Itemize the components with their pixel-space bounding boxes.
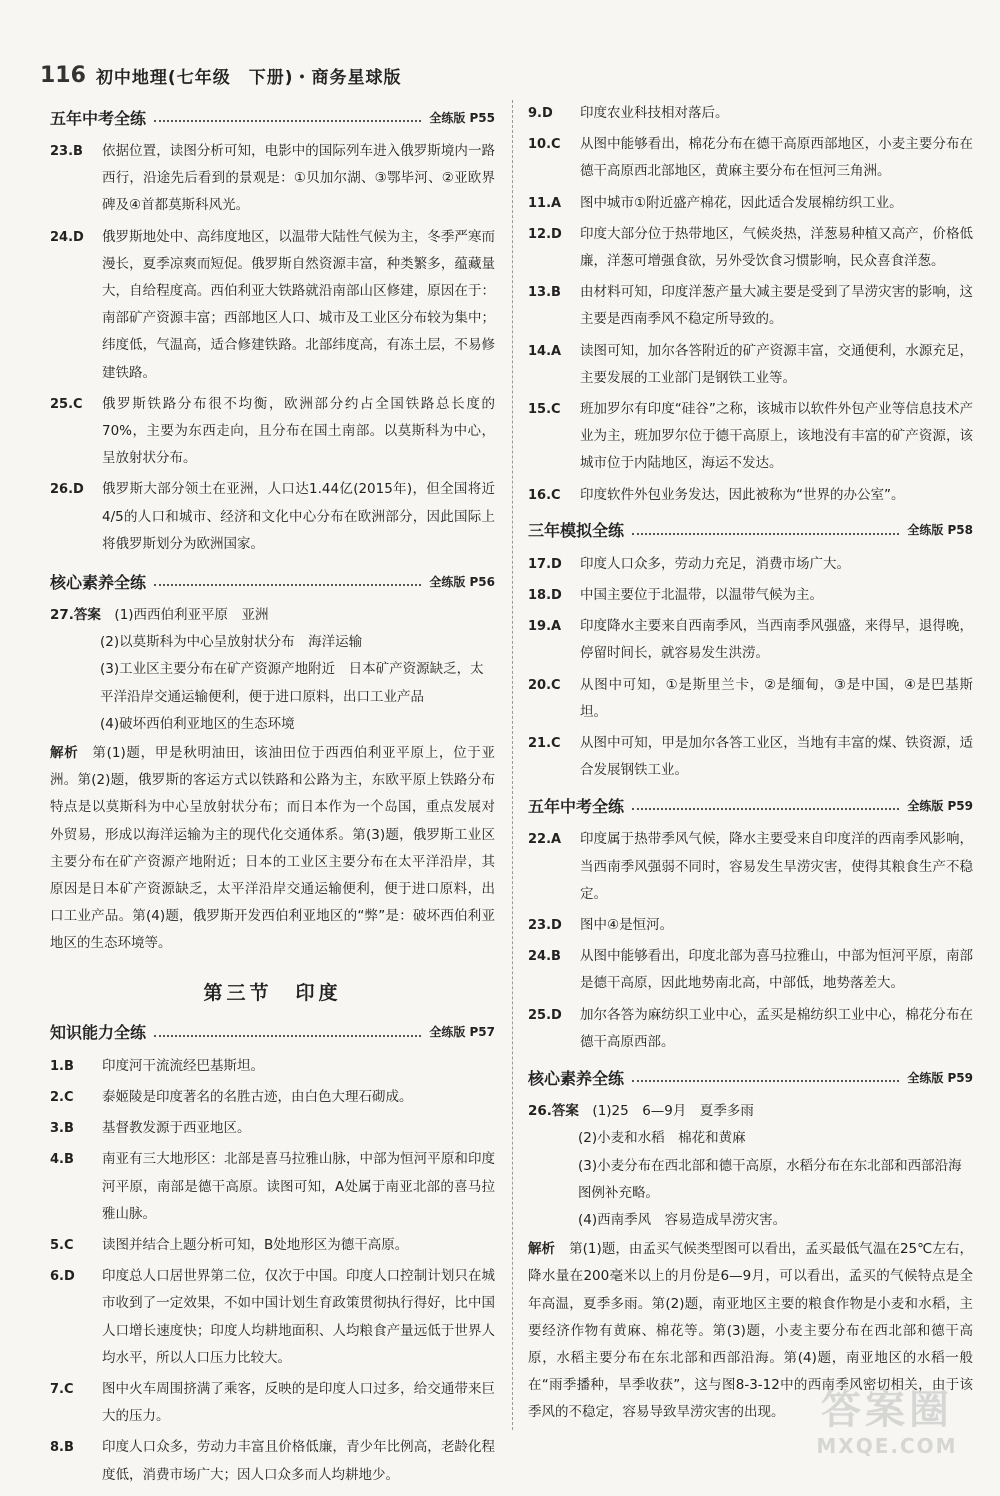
answer-item <box>528 672 973 726</box>
answer-item <box>528 190 973 217</box>
section-leader <box>632 808 899 810</box>
analysis-text: 第(1)题，甲是秋明油田，该油田位于西西伯利亚平原上，位于亚洲。第(2)题，俄罗斯的客运方式以铁路和公路为主，东欧平原上铁路分布特点是以莫斯科为中心呈放射状分布；而日本作为一个岛国，重点发展对外贸易，形成以海洋运输为主的现代化交通体系。第(3)题，俄罗斯工业区主要分布在矿产资源产地附近；日本的工业区主要分布在太平洋沿岸，其原因是日本矿产资源缺乏，太平洋沿岸交通运输便利，便于进口原料，出口工业产品。第(4)题，俄罗斯开发西伯利亚地区的“弊”是：破坏西伯利亚地区的生态环境等。 <box>50 745 495 952</box>
answer-item <box>528 551 973 578</box>
answer-text: 印度属于热带季风气候，降水主要受来自印度洋的西南季风影响，当西南季风强弱不同时，容易发生旱涝灾害，使得其粮食生产不稳定。 <box>580 831 973 902</box>
section-header <box>528 1064 973 1090</box>
answer-id: 10.C <box>528 137 561 153</box>
answer-id: 25.D <box>528 1007 562 1023</box>
answer-text: 从图中能够看出，印度北部为喜马拉雅山，中部为恒河平原，南部是德干高原，因此地势南北高，中部低，地势落差大。 <box>580 948 973 992</box>
answer-text: 印度人口众多，劳动力丰富且价格低廉，青少年比例高，老龄化程度低，消费市场广大；因人口众多而人均耕地少。 <box>102 1439 495 1483</box>
answer-item <box>528 943 973 997</box>
answer-list <box>528 551 973 785</box>
section-ref: 全练版 P59 <box>907 1070 973 1085</box>
answer-text: 俄罗斯大部分领土在亚洲，人口达1.44亿(2015年)，但全国将近4/5的人口和城市、经济和文化中心分布在欧洲部分，因此国际上将俄罗斯划分为欧洲国家。 <box>102 481 495 552</box>
answer-line: (2)以莫斯科为中心呈放射状分布 海洋运输 <box>100 634 363 651</box>
chapter-title: 第三节 印度 <box>203 981 342 1004</box>
section-title: 三年模拟全练 <box>528 521 625 541</box>
answer-id: 8.B <box>50 1440 74 1456</box>
answer-id: 16.C <box>528 487 561 503</box>
page-header <box>40 60 401 90</box>
answer-text: 印度总人口居世界第二位，仅次于中国。印度人口控制计划只在城市收到了一定效果，不如中国计划生育政策贯彻执行得好，比中国人口增长速度快；印度人均耕地面积、人均粮食产量远低于世界人均水平，所以人口压力比较大。 <box>102 1268 495 1366</box>
answer-line: (2)小麦和水稻 棉花和黄麻 <box>578 1130 746 1147</box>
section-ref: 全练版 P58 <box>907 523 973 538</box>
section-ref: 全练版 P59 <box>907 798 973 813</box>
answer-text: 中国主要位于北温带，以温带气候为主。 <box>580 587 823 604</box>
answer-id: 1.B <box>50 1058 74 1074</box>
section-leader <box>154 120 421 122</box>
section-ref: 全练版 P55 <box>429 110 495 125</box>
answer-list <box>50 138 495 558</box>
answer-text: 读图可知，加尔各答附近的矿产资源丰富，交通便利，水源充足，主要发展的工业部门是钢铁工业等。 <box>580 342 973 386</box>
answer-text: 班加罗尔有印度“硅谷”之称，该城市以软件外包产业等信息技术产业为主，班加罗尔位于德干高原上，该地没有丰富的矿产资源，该城市位于内陆地区，海运不发达。 <box>580 401 973 472</box>
answer-line: (3)工业区主要分布在矿产资源产地附近 日本矿产资源缺乏，太平洋沿岸交通运输便利，便于进口原料，出口工业产品 <box>100 661 484 705</box>
answer-id: 9.D <box>528 106 553 121</box>
section-leader <box>154 584 421 586</box>
answer-id: 2.C <box>50 1089 74 1105</box>
answer-id: 19.A <box>528 619 562 635</box>
answer-text: 加尔各答为麻纺织工业中心，孟买是棉纺织工业中心，棉花分布在德干高原西部。 <box>580 1006 973 1050</box>
answer-item <box>528 613 973 667</box>
answer-id: 25.C <box>50 396 83 412</box>
answer-item <box>50 1053 495 1080</box>
section-leader <box>632 533 899 535</box>
answer-text: 图中城市①附近盛产棉花，因此适合发展棉纺织工业。 <box>580 194 903 211</box>
answer-27 <box>50 602 495 958</box>
answer-text: 基督教发源于西亚地区。 <box>102 1120 251 1137</box>
section-title: 五年中考全练 <box>528 796 625 816</box>
answer-item <box>50 1376 495 1430</box>
answer-item <box>50 224 495 387</box>
answer-item <box>528 100 973 127</box>
answer-text: 印度软件外包业务发达，因此被称为“世界的办公室”。 <box>580 486 905 503</box>
answer-item <box>528 338 973 392</box>
answer-id: 21.C <box>528 736 561 752</box>
left-column <box>50 100 495 1493</box>
answer-list <box>50 1053 495 1489</box>
answer-id: 14.A <box>528 343 562 359</box>
section-leader <box>632 1080 899 1082</box>
watermark-logo <box>792 1386 982 1476</box>
answer-item <box>528 482 973 509</box>
answer-id: 7.C <box>50 1381 74 1397</box>
section-leader <box>154 1035 421 1037</box>
answer-item <box>528 279 973 333</box>
right-column <box>528 100 976 1427</box>
answer-text: 图中火车周围挤满了乘客，反映的是印度人口过多，给交通带来巨大的压力。 <box>102 1380 495 1425</box>
section-title: 核心素养全练 <box>50 572 147 592</box>
answer-text: 依据位置，读图分析可知，电影中的国际列车进入俄罗斯境内一路西行，沿途先后看到的景观是：①贝加尔湖、③鄂毕河、②亚欧界碑及④首都莫斯科风光。 <box>102 143 495 214</box>
answer-id: 3.B <box>50 1121 74 1137</box>
section-header <box>50 1019 495 1045</box>
section-title: 核心素养全练 <box>528 1068 625 1088</box>
answer-id: 13.B <box>528 285 561 301</box>
section-title: 五年中考全练 <box>50 108 147 128</box>
watermark-text: 答案圈 <box>821 1387 953 1433</box>
answer-item <box>528 131 973 185</box>
answer-id: 15.C <box>528 402 561 418</box>
answer-item <box>528 396 973 478</box>
answer-id: 27.答案 <box>50 607 101 624</box>
answer-item <box>50 1115 495 1142</box>
answer-item <box>50 1232 495 1259</box>
answer-text: 印度河干流流经巴基斯坦。 <box>102 1057 264 1074</box>
answer-text: 俄罗斯地处中、高纬度地区，以温带大陆性气候为主，冬季严寒而漫长，夏季凉爽而短促。俄罗斯自然资源丰富，种类繁多，蕴藏量大，自给程度高。西伯利亚大铁路就沿南部山区修建，原因在于：南部矿产资源丰富；西部地区人口、城市及工业区分布较为集中；纬度低，气温高，适合修建铁路。北部纬度高，有冻土层，不易修建铁路。 <box>102 228 495 381</box>
answer-id: 26.D <box>50 482 84 498</box>
answer-id: 5.C <box>50 1237 74 1253</box>
answer-list <box>528 100 973 509</box>
watermark-url: MXQE.COM <box>816 1434 958 1458</box>
answer-item <box>528 582 973 609</box>
answer-line: (4)破坏西伯利亚地区的生态环境 <box>100 715 295 732</box>
answer-item <box>50 391 495 473</box>
answer-id: 24.B <box>528 949 561 965</box>
answer-text: 泰姬陵是印度著名的名胜古迹，由白色大理石砌成。 <box>102 1088 413 1105</box>
answer-text: 南亚有三大地形区：北部是喜马拉雅山脉，中部为恒河平原和印度河平原，南部是德干高原。读图可知，A处属于南亚北部的喜马拉雅山脉。 <box>102 1151 495 1222</box>
answer-item <box>50 1434 495 1488</box>
answer-line: (3)小麦分布在西北部和德干高原，水稻分布在东北部和西部沿海 图例补充略。 <box>578 1157 976 1201</box>
analysis-text: 第(1)题，由孟买气候类型图可以看出，孟买最低气温在25℃左右，降水量在200毫米以上的月份是6—9月，可以看出，孟买的气候特点是全年高温，夏季多雨。第(2)题，南亚地区主要的粮食作物是小麦和水稻，主要经济作物有黄麻、棉花等。第(3)题，小麦主要分布在西北部和德干高原，水稻主要分布在东北部和西部沿海。第(4)题，南亚地区的水稻一般在“雨季播种，旱季收获”，这与图8-3-12中的西南季风密切相关，由于该季风的不稳定，容易导致旱涝灾害的出现。 <box>528 1241 973 1421</box>
analysis-label: 解析 <box>528 1241 556 1258</box>
answer-item <box>528 730 973 784</box>
answer-id: 17.D <box>528 556 562 572</box>
answer-id: 24.D <box>50 229 84 245</box>
answer-item <box>50 1263 495 1372</box>
answer-line: (1)西西伯利亚平原 亚洲 <box>114 607 269 624</box>
answer-text: 从图中可知，甲是加尔各答工业区，当地有丰富的煤、铁资源，适合发展钢铁工业。 <box>580 735 973 779</box>
page-number: 116 <box>40 62 86 88</box>
section-header <box>528 792 973 818</box>
answer-item <box>528 1002 973 1056</box>
answer-id: 11.A <box>528 195 562 211</box>
answer-item <box>528 826 973 908</box>
column-divider <box>512 100 513 1430</box>
answer-item <box>50 138 495 220</box>
answer-line: (1)25 6—9月 夏季多雨 <box>592 1103 754 1120</box>
answer-item <box>50 1146 495 1228</box>
answer-item <box>50 476 495 558</box>
answer-26 <box>528 1098 976 1426</box>
section-ref: 全练版 P57 <box>429 1025 495 1040</box>
answer-text: 俄罗斯铁路分布很不均衡，欧洲部分约占全国铁路总长度的70%，主要为东西走向，且分布在国土南部。以莫斯科为中心，呈放射状分布。 <box>102 395 495 467</box>
section-title: 知识能力全练 <box>50 1023 147 1043</box>
section-ref: 全练版 P56 <box>429 574 495 589</box>
answer-text: 印度人口众多，劳动力充足，消费市场广大。 <box>580 555 850 572</box>
answer-id: 20.C <box>528 677 561 693</box>
answer-text: 印度农业科技相对落后。 <box>580 105 729 121</box>
answer-text: 从图中能够看出，棉花分布在德干高原西部地区，小麦主要分布在德干高原西北部地区，黄麻主要分布在恒河三角洲。 <box>580 136 973 180</box>
section-header <box>50 104 495 130</box>
answer-id: 12.D <box>528 226 562 242</box>
book-title: 初中地理(七年级 下册)・商务星球版 <box>95 67 402 88</box>
answer-text: 读图并结合上题分析可知，B处地形区为德干高原。 <box>102 1236 409 1253</box>
answer-item <box>528 912 973 939</box>
answer-text: 图中④是恒河。 <box>580 917 674 934</box>
answer-line: (4)西南季风 容易造成旱涝灾害。 <box>578 1211 787 1228</box>
answer-text: 由材料可知，印度洋葱产量大减主要是受到了旱涝灾害的影响，这主要是西南季风不稳定所导致的。 <box>580 284 973 328</box>
answer-item <box>528 221 973 275</box>
answer-text: 印度降水主要来自西南季风，当西南季风强盛，来得早，退得晚，停留时间长，就容易发生洪涝。 <box>580 618 973 662</box>
answer-id: 22.A <box>528 832 562 848</box>
answer-id: 26.答案 <box>528 1103 579 1120</box>
answer-id: 6.D <box>50 1269 75 1285</box>
answer-text: 从图中可知，①是斯里兰卡，②是缅甸，③是中国，④是巴基斯坦。 <box>580 676 973 720</box>
section-header <box>528 517 973 543</box>
answer-list <box>528 826 973 1056</box>
analysis-label: 解析 <box>50 745 79 762</box>
analysis <box>50 740 495 958</box>
answer-id: 18.D <box>528 588 562 604</box>
section-header <box>50 568 495 594</box>
answer-id: 4.B <box>50 1152 74 1168</box>
answer-id: 23.D <box>528 918 562 934</box>
answer-id: 23.B <box>50 144 83 159</box>
answer-item <box>50 1084 495 1111</box>
answer-text: 印度大部分位于热带地区，气候炎热，洋葱易种植又高产，价格低廉，洋葱可增强食欲，另外受饮食习惯影响，民众喜食洋葱。 <box>580 225 973 270</box>
